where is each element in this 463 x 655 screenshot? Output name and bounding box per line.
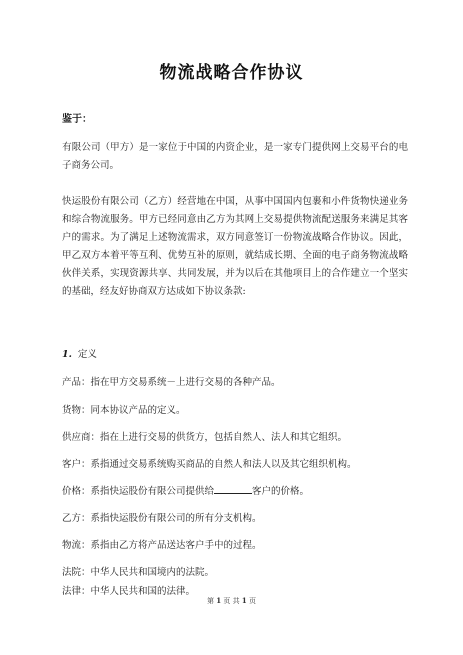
footer-page-number: 1 xyxy=(216,596,222,605)
definition-price-before: 价格：系指快运股份有限公司提供给 xyxy=(62,486,215,497)
footer-suffix: 页 xyxy=(248,597,256,605)
blank-line xyxy=(214,484,252,494)
section-number: 1. xyxy=(62,349,72,360)
footer-total-pages: 1 xyxy=(241,596,247,605)
paragraph-party-a-text: 有限公司（甲方）是一家位于中国的内资企业，是一家专门提供网上交易平台的电子商务公司。 xyxy=(62,142,408,171)
section-label: 定义 xyxy=(77,349,97,360)
definition-logistics: 物流：系指由乙方将产品送达客户手中的过程。 xyxy=(62,540,262,551)
page-footer xyxy=(0,596,463,606)
definition-product: 产品：指在甲方交易系统－上进行交易的各种产品。 xyxy=(62,377,281,388)
footer-mid: 页 共 xyxy=(223,597,240,605)
paragraph-party-b-text: 快运股份有限公司（乙方）经营地在中国，从事中国国内包裹和小件货物快递业务和综合物流服务。甲方已经同意由乙方为其网上交易提供物流配送服务来满足其客户的需求。为了满足上述物流需求，双方同意签订一份物流战略合作协议。因此，甲乙双方本着平等互利、优势互补的原则，就结成长期、全面的电子商务物流战略伙伴关系，实现资源共享、共同发展，并为以后在其他项目上的合作建立一个坚实的基础，经友好协商双方达成如下协议条款: xyxy=(62,196,408,297)
document-title: 物流战略合作协议 xyxy=(159,63,304,83)
definition-price-after: 客户的价格。 xyxy=(252,486,310,497)
definition-customer: 客户：系指通过交易系统购买商品的自然人和法人以及其它组织机构。 xyxy=(62,459,357,470)
definition-party-b: 乙方：系指快运股份有限公司的所有分支机构。 xyxy=(62,513,262,524)
definition-court: 法院：中华人民共和国境内的法院。 xyxy=(62,567,215,578)
definition-price xyxy=(62,483,408,497)
definition-goods: 货物：同本协议产品的定义。 xyxy=(62,405,186,416)
footer-prefix: 第 xyxy=(207,597,215,605)
paragraph-party-a xyxy=(62,139,408,175)
paragraph-party-b xyxy=(62,193,408,301)
definition-law: 法律：中华人民共和国的法律。 xyxy=(62,586,196,597)
whereas-heading: 鉴于： xyxy=(62,114,92,125)
definition-supplier: 供应商：指在上进行交易的供货方，包括自然人、法人和其它组织。 xyxy=(62,432,348,443)
section-definitions-heading xyxy=(62,346,97,360)
